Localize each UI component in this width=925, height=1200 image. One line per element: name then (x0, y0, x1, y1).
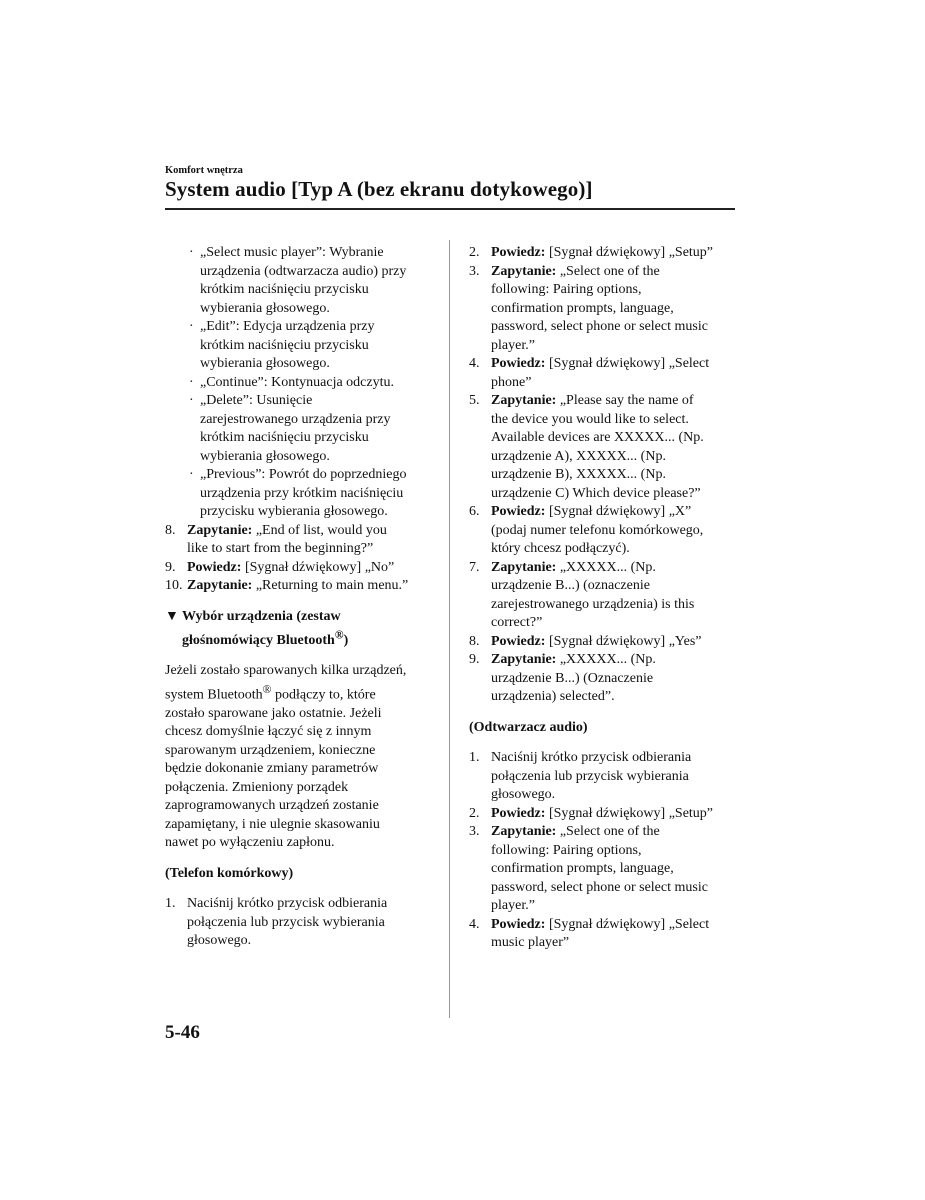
paragraph: Jeżeli zostało sparowanych kilka urządzeń, system Bluetooth® podłączy to, które zostało sparowane jako ostatnie. Jeżeli chcesz domyślnie łączyć się z innym sparowanym urządzeniem, konieczne będzie dokonanie zmiany parametrów połączenia. Zmieniony porządek zaprogramowanych urządzeń zostanie zapamiętany, i nie ulegnie skasowaniu nawet po wyłączeniu zapłonu. (165, 663, 407, 851)
step-text: Zapytanie: „Select one of the following: Pairing options, confirmation prompts, language, password, select phone or select music player.” (491, 824, 708, 913)
step-label: Zapytanie: (187, 578, 253, 593)
list-item (469, 651, 737, 707)
list-item (469, 749, 737, 805)
step-number: 4. (469, 356, 480, 371)
bullet-item (165, 244, 433, 318)
list-item (469, 823, 737, 916)
step-label: Zapytanie: (491, 824, 557, 839)
list-item (165, 895, 433, 951)
step-text: Naciśnij krótko przycisk odbierania połączenia lub przycisk wybierania głosowego. (187, 896, 388, 949)
list-item (469, 355, 737, 392)
triangle-icon: ▼ (165, 608, 179, 624)
list-item (469, 559, 737, 633)
step-label: Zapytanie: (491, 393, 557, 408)
left-column (165, 244, 433, 951)
step-label: Zapytanie: (491, 559, 557, 575)
section-heading (165, 608, 433, 651)
list-item (165, 577, 433, 596)
bullet-text: „Continue”: Kontynuacja odczytu. (200, 374, 394, 390)
step-number: 9. (165, 559, 176, 575)
bullet-mark: · (189, 393, 194, 408)
step-text: Powiedz: [Sygnał dźwiękowy] „X” (podaj numer telefonu komórkowego, który chcesz podłączyć). (491, 504, 704, 556)
step-number: 5. (469, 393, 480, 408)
step-text: Powiedz: [Sygnał dźwiękowy] „Select music player” (491, 916, 710, 950)
list-item (469, 503, 737, 559)
step-label: Zapytanie: (491, 263, 557, 279)
step-number: 3. (469, 263, 480, 279)
step-label: Powiedz: (491, 356, 546, 371)
step-number: 2. (469, 805, 480, 821)
right-column (469, 244, 737, 953)
bullet-text: „Delete”: Usunięcie zarejestrowanego urządzenia przy krótkim naciśnięciu przycisku wybierania głosowego. (200, 393, 391, 464)
section-label: Komfort wnętrza (165, 165, 243, 176)
bullet-mark: · (189, 245, 194, 260)
step-number: 6. (469, 504, 480, 519)
list-item (165, 559, 433, 578)
step-text: Zapytanie: „Returning to main menu.” (187, 578, 409, 593)
list-item (165, 522, 433, 559)
step-number: 4. (469, 916, 480, 932)
bullet-item (165, 318, 433, 374)
bullet-text: „Previous”: Powrót do poprzedniego urządzenia przy krótkim naciśnięciu przycisku wybierania głosowego. (200, 467, 407, 519)
step-text: Powiedz: [Sygnał dźwiękowy] „No” (187, 559, 395, 575)
step-text: Zapytanie: „XXXXX... (Np. urządzenie B...) (Oznaczenie urządzenia) selected”. (491, 652, 656, 704)
step-number: 3. (469, 824, 480, 839)
bullet-mark: · (189, 319, 194, 334)
step-number: 8. (469, 633, 480, 649)
column-divider (449, 240, 450, 1018)
bullet-text: „Edit”: Edycja urządzenia przy krótkim naciśnięciu przycisku wybierania głosowego. (200, 319, 375, 371)
bullet-mark: · (189, 374, 194, 390)
step-number: 9. (469, 652, 480, 667)
bullet-item (165, 392, 433, 466)
registered-mark: ® (334, 628, 344, 641)
step-number: 10. (165, 578, 183, 593)
registered-mark: ® (262, 682, 272, 696)
list-item (469, 633, 737, 652)
step-text: Powiedz: [Sygnał dźwiękowy] „Setup” (491, 805, 714, 821)
page-title: System audio [Typ A (bez ekranu dotykowego)] (165, 177, 593, 201)
bullet-text: „Select music player”: Wybranie urządzenia (odtwarzacza audio) przy krótkim naciśnięciu przycisku wybierania głosowego. (200, 245, 407, 316)
step-text: Powiedz: [Sygnał dźwiękowy] „Yes” (491, 633, 702, 649)
bullet-item (165, 374, 433, 393)
step-text: Powiedz: [Sygnał dźwiękowy] „Select phone” (491, 356, 710, 390)
step-label: Zapytanie: (187, 522, 253, 538)
step-number: 7. (469, 559, 480, 575)
list-item (469, 263, 737, 356)
bullet-item (165, 466, 433, 522)
step-label: Powiedz: (491, 245, 546, 260)
step-text: Zapytanie: „XXXXX... (Np. urządzenie B...) (oznaczenie zarejestrowanego urządzenia) is this correct?” (491, 559, 695, 630)
step-text: Zapytanie: „Please say the name of the device you would like to select. Available devices are XXXXX... (Np. urządzenie A), XXXXX... (Np. urządzenie B), XXXXX... (Np. urządzenie C) Which device please?” (491, 393, 704, 501)
list-item (469, 916, 737, 953)
step-label: Zapytanie: (491, 652, 557, 667)
step-text: Zapytanie: „Select one of the following: Pairing options, confirmation prompts, language, password, select phone or select music player.” (491, 263, 708, 353)
list-item (469, 805, 737, 824)
step-label: Powiedz: (491, 916, 546, 932)
subheading: (Telefon komórkowy) (165, 865, 294, 881)
step-number: 2. (469, 245, 480, 260)
step-label: Powiedz: (491, 633, 546, 649)
list-item (469, 392, 737, 503)
step-text: Zapytanie: „End of list, would you like to start from the beginning?” (187, 522, 387, 556)
step-label: Powiedz: (187, 559, 242, 575)
subheading: (Odtwarzacz audio) (469, 719, 588, 735)
step-text: Naciśnij krótko przycisk odbierania połączenia lub przycisk wybierania głosowego. (491, 750, 692, 802)
step-label: Powiedz: (491, 805, 546, 821)
step-number: 1. (165, 896, 176, 912)
step-number: 1. (469, 750, 480, 765)
step-text: Powiedz: [Sygnał dźwiękowy] „Setup” (491, 245, 714, 260)
bullet-mark: · (189, 467, 194, 482)
heading-text: Wybór urządzenia (zestaw głośnomówiący Bluetooth®) (182, 608, 349, 648)
step-number: 8. (165, 522, 176, 538)
title-rule (165, 208, 735, 210)
page-number: 5-46 (165, 1022, 200, 1043)
list-item (469, 244, 737, 263)
step-label: Powiedz: (491, 504, 546, 519)
